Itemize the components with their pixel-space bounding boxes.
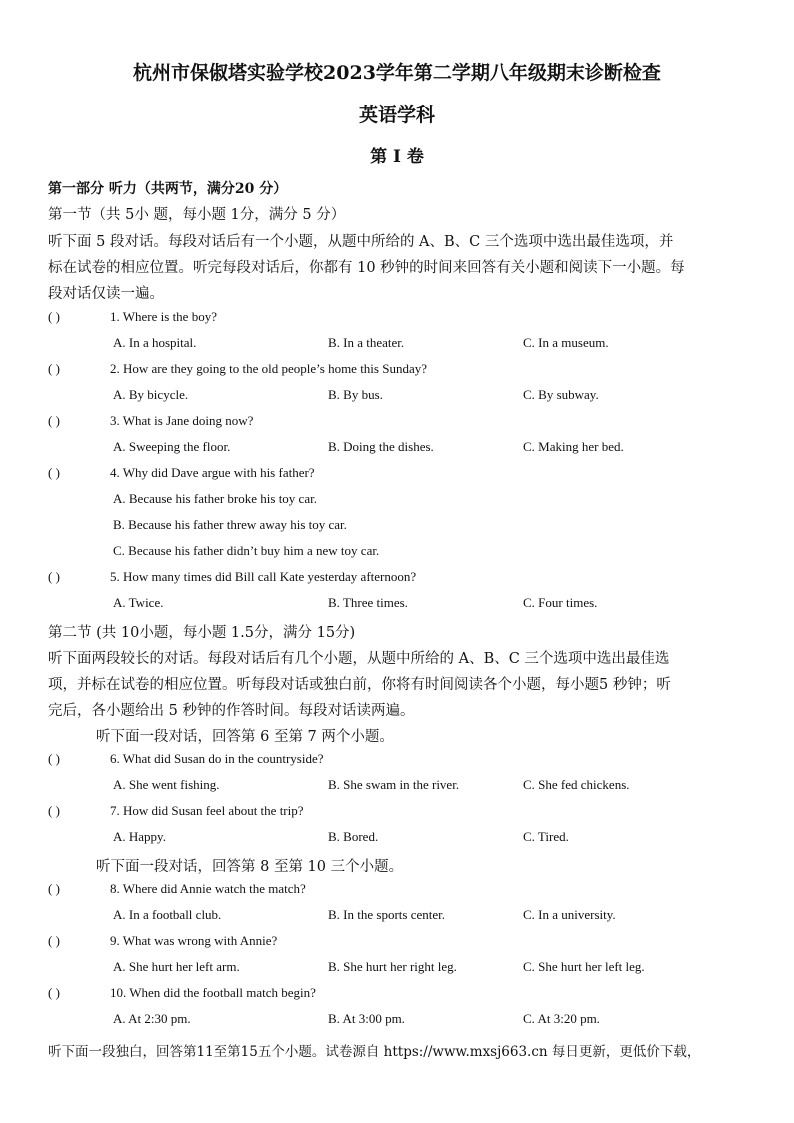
option-c: C. At 3:20 pm.: [523, 1011, 600, 1026]
option-a: A. She hurt her left arm.: [113, 959, 240, 974]
question-4: ( ) 4. Why did Dave argue with his father?: [48, 465, 315, 480]
option-a: A. In a hospital.: [113, 335, 197, 350]
question-7: ( ) 7. How did Susan feel about the trip?: [48, 803, 304, 818]
option-b: B. In the sports center.: [328, 907, 445, 922]
part1-heading: 第一部分 听力（共两节，满分20 分）: [48, 181, 288, 197]
option-c: C. She hurt her left leg.: [523, 959, 645, 974]
question-8: ( ) 8. Where did Annie watch the match?: [48, 881, 306, 896]
option-c: C. She fed chickens.: [523, 777, 630, 792]
section1-heading: 第一节（共 5小 题，每小题 1分，满分 5 分）: [48, 207, 346, 223]
answer-blank[interactable]: ( ): [48, 933, 60, 948]
option-b: B. In a theater.: [328, 335, 405, 350]
option-b: B. Doing the dishes.: [328, 439, 434, 454]
answer-blank[interactable]: ( ): [48, 569, 60, 584]
option-c: C. In a university.: [523, 907, 616, 922]
question-3: ( ) 3. What is Jane doing now?: [48, 413, 254, 428]
section1-instruction: 段对话仅读一遍。: [48, 286, 164, 302]
section1-instruction: 听下面 5 段对话。每段对话后有一个小题，从题中所给的 A、B、C 三个选项中选出最佳选项，并: [48, 234, 674, 250]
question-10: ( ) 10. When did the football match begin?: [48, 985, 316, 1000]
dialogue-intro: 听下面一段对话，回答第 8 至第 10 三个小题。: [96, 859, 404, 875]
answer-blank[interactable]: ( ): [48, 751, 60, 766]
option-b: B. Because his father threw away his toy car.: [113, 517, 347, 532]
option-b: B. Bored.: [328, 829, 379, 844]
option-a: A. Sweeping the floor.: [113, 439, 231, 454]
option-c: C. By subway.: [523, 387, 599, 402]
question-1: ( ) 1. Where is the boy?: [48, 309, 217, 324]
answer-blank[interactable]: ( ): [48, 361, 60, 376]
section2-heading: 第二节 (共 10小题，每小题 1.5分，满分 15分): [48, 625, 356, 641]
option-a: A. Twice.: [113, 595, 164, 610]
answer-blank[interactable]: ( ): [48, 465, 60, 480]
dialogue-intro: 听下面一段对话，回答第 6 至第 7 两个小题。: [96, 729, 394, 745]
answer-blank[interactable]: ( ): [48, 309, 60, 324]
option-b: B. By bus.: [328, 387, 383, 402]
question-2: ( ) 2. How are they going to the old people’s home this Sunday?: [48, 361, 428, 376]
section2-instruction: 完后，各小题给出 5 秒钟的作答时间。每段对话读两遍。: [48, 703, 415, 719]
option-a: A. She went fishing.: [113, 777, 220, 792]
question-6: ( ) 6. What did Susan do in the countryside?: [48, 751, 324, 766]
option-c: C. Making her bed.: [523, 439, 624, 454]
answer-blank[interactable]: ( ): [48, 803, 60, 818]
option-a: A. Happy.: [113, 829, 166, 844]
option-a: A. By bicycle.: [113, 387, 189, 402]
option-b: B. At 3:00 pm.: [328, 1011, 405, 1026]
option-a: A. Because his father broke his toy car.: [113, 491, 317, 506]
option-c: C. In a museum.: [523, 335, 609, 350]
answer-blank[interactable]: ( ): [48, 413, 60, 428]
option-a: A. In a football club.: [113, 907, 222, 922]
answer-blank[interactable]: ( ): [48, 985, 60, 1000]
section2-instruction: 听下面两段较长的对话。每段对话后有几个小题，从题中所给的 A、B、C 三个选项中选出最佳选: [48, 651, 670, 667]
option-b: B. Three times.: [328, 595, 408, 610]
option-c: C. Tired.: [523, 829, 569, 844]
option-a: A. At 2:30 pm.: [113, 1011, 191, 1026]
volume-label: 第 I 卷: [370, 147, 424, 167]
answer-blank[interactable]: ( ): [48, 881, 60, 896]
question-9: ( ) 9. What was wrong with Annie?: [48, 933, 278, 948]
section1-instruction: 标在试卷的相应位置。听完每段对话后，你都有 10 秒钟的时间来回答有关小题和阅读下一小题。每: [48, 260, 685, 276]
section2-instruction: 项，并标在试卷的相应位置。听每段对话或独白前，你将有时间阅读各个小题，每小题5 秒钟；听: [48, 677, 671, 693]
exam-title: 杭州市保俶塔实验学校2023学年第二学期八年级期末诊断检查: [133, 62, 661, 84]
option-b: B. She hurt her right leg.: [328, 959, 457, 974]
question-5: ( ) 5. How many times did Bill call Kate yesterday afternoon?: [48, 569, 417, 584]
subject-title: 英语学科: [358, 104, 435, 126]
option-c: C. Because his father didn’t buy him a new toy car.: [113, 543, 380, 558]
option-c: C. Four times.: [523, 595, 598, 610]
monologue-intro: 听下面一段独白，回答第11至第15五个小题。试卷源自 https://www.mxsj663.cn 每日更新，更低价下载，: [48, 1044, 701, 1060]
option-b: B. She swam in the river.: [328, 777, 460, 792]
